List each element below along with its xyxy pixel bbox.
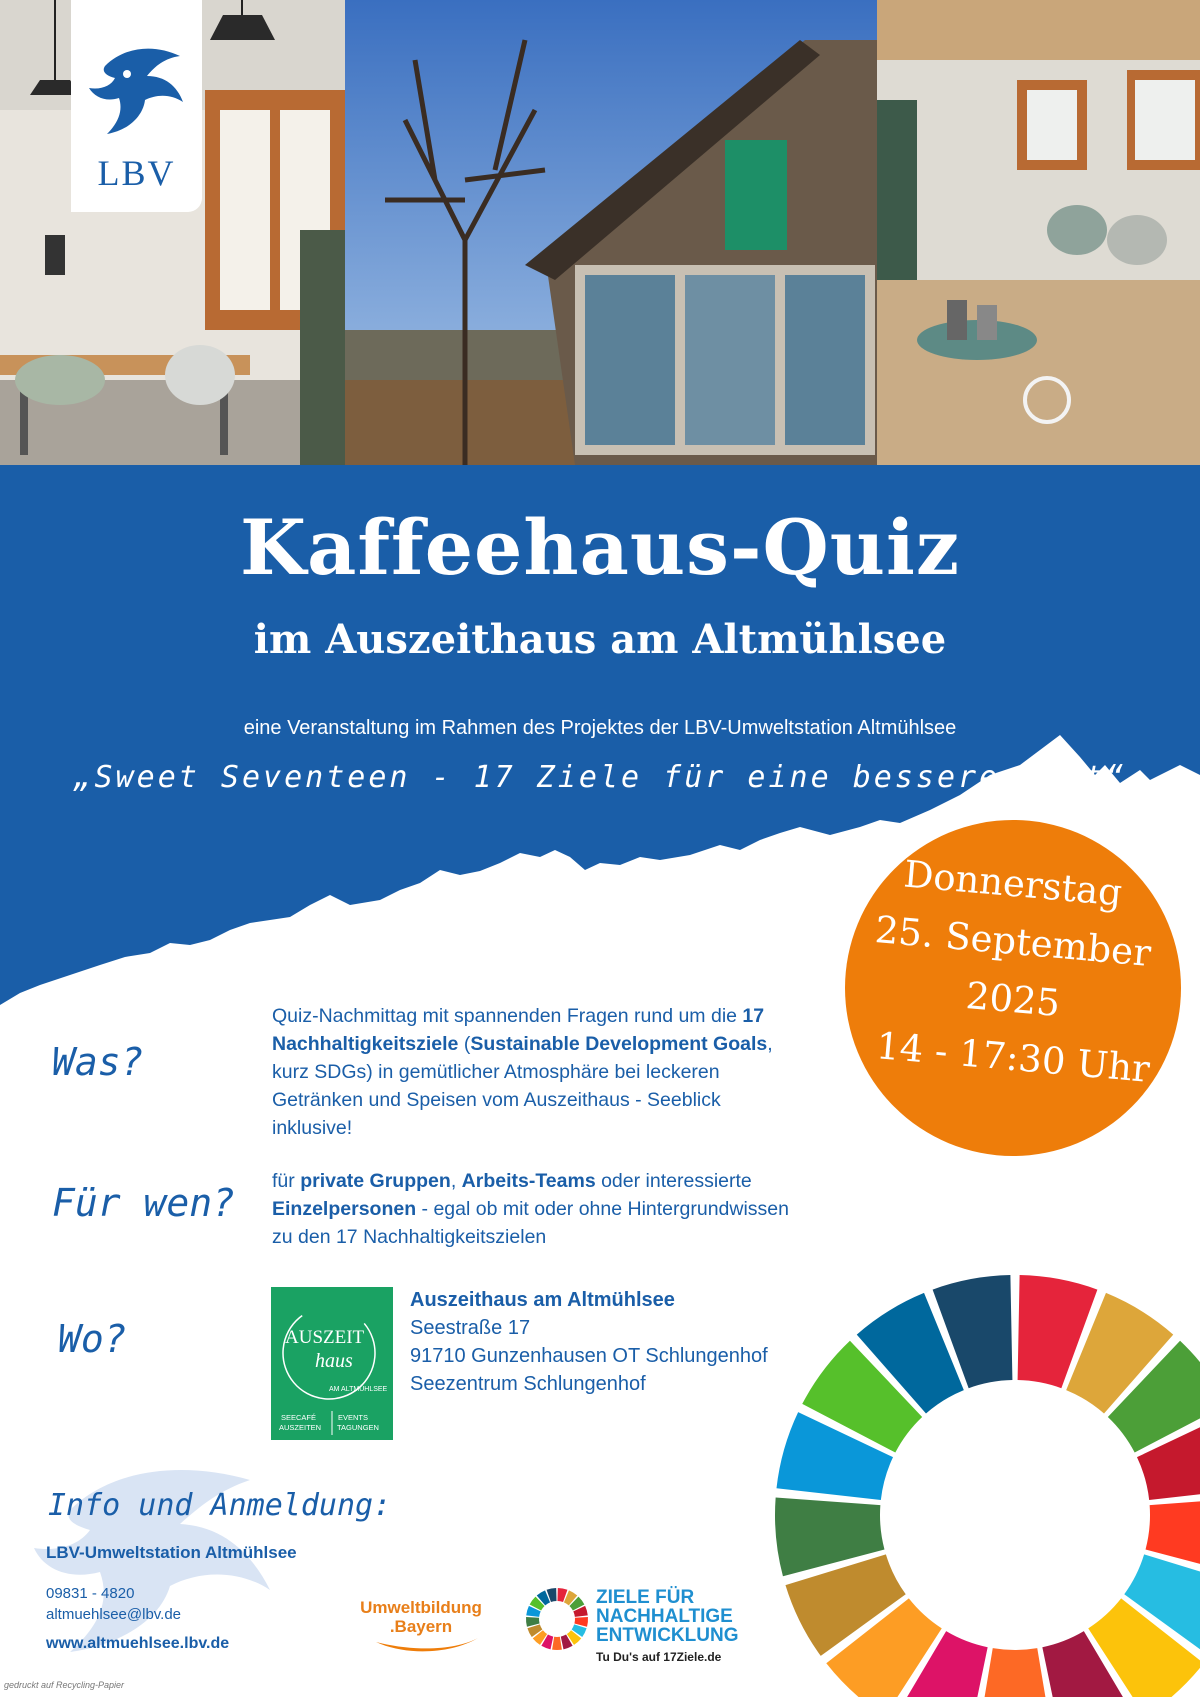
fuer-wen-bold-1: private Gruppen [300, 1170, 451, 1192]
venue-city: 91710 Gunzenhausen OT Schlungenhof [410, 1345, 768, 1367]
ziele-title-line2: NACHHALTIGE [596, 1606, 733, 1627]
project-quote: „Sweet Seventeen - 17 Ziele für eine bessere Welt“ [73, 760, 1127, 795]
date-weekday: Donnerstag [902, 852, 1124, 915]
fuer-wen-text-3: oder interessierte [595, 1170, 752, 1192]
umwelt-logo-line2: .Bayern [389, 1617, 453, 1636]
date-time: 14 - 17:30 Uhr [874, 1024, 1152, 1091]
was-text-2: ( [458, 1033, 471, 1055]
kingfisher-icon [85, 36, 189, 140]
venue-address [410, 1286, 768, 1398]
fuer-wen-bold-2: Arbeits-Teams [461, 1170, 596, 1192]
fuer-wen-label: Für wen? [52, 1181, 236, 1225]
umwelt-logo-line1: Umweltbildung [360, 1598, 482, 1617]
page-subtitle: im Auszeithaus am Altmühlsee [253, 616, 947, 663]
contact-block [46, 1543, 297, 1653]
was-bold-2: Sustainable Development Goals [470, 1033, 768, 1055]
printed-note: gedruckt auf Recycling-Papier [4, 1680, 125, 1690]
sdg-segment [975, 1648, 1054, 1697]
fuer-wen-text-4: - egal ob mit oder ohne Hintergrundwissen zu den 17 Nachhaltigkeitszielen [272, 1198, 789, 1248]
lbv-logo [71, 0, 202, 212]
auszeit-logo-word1: AUSZEIT [285, 1327, 365, 1348]
auszeit-logo-col2-line2: TAGUNGEN [337, 1423, 379, 1432]
photo-cafe-dining-room [877, 0, 1200, 465]
contact-website-link[interactable]: www.altmuehlsee.lbv.de [46, 1635, 230, 1652]
venue-area: Seezentrum Schlungenhof [410, 1373, 646, 1395]
swoosh-icon [356, 1636, 486, 1656]
date-badge [845, 820, 1181, 1156]
ziele-title-line3: ENTWICKLUNG [596, 1625, 739, 1646]
auszeit-logo-col1-line2: AUSZEITEN [279, 1423, 322, 1432]
date-year: 2025 [964, 973, 1062, 1026]
contact-phone: 09831 - 4820 [46, 1585, 135, 1602]
lbv-logo-text: LBV [97, 153, 176, 193]
page-title: Kaffeehaus-Quiz [240, 503, 960, 592]
ziele-fuer-nachhaltige-entwicklung-logo [524, 1586, 754, 1672]
fuer-wen-bold-3: Einzelpersonen [272, 1198, 417, 1220]
wo-label: Wo? [58, 1317, 127, 1361]
auszeit-logo-col2-line1: EVENTS [338, 1413, 369, 1422]
event-description: eine Veranstaltung im Rahmen des Projektes der LBV-Umweltstation Altmühlsee [243, 717, 957, 739]
auszeithaus-logo [271, 1287, 393, 1440]
venue-name: Auszeithaus am Altmühlsee [410, 1289, 675, 1311]
ziele-tagline: Tu Du's auf 17Ziele.de [596, 1650, 722, 1664]
contact-org: LBV-Umweltstation Altmühlsee [46, 1543, 297, 1562]
sdg-segment [552, 1637, 562, 1650]
fuer-wen-text-1: für [272, 1170, 301, 1192]
fuer-wen-description [272, 1167, 792, 1251]
was-text-3: , kurz SDGs) in gemütlicher Atmosphäre bei leckeren Getränken und Speisen vom Auszeithaus - Seeblick inklusive! [272, 1033, 773, 1139]
was-description [272, 1002, 792, 1142]
photo-auszeithaus-exterior [345, 0, 877, 465]
contact-email-link[interactable]: altmuehlsee@lbv.de [46, 1606, 182, 1623]
umweltbildung-bayern-logo [356, 1598, 486, 1661]
sdg-wheel-icon [770, 1270, 1200, 1697]
ziele-title-line1: ZIELE FÜR [596, 1587, 695, 1608]
fuer-wen-text-2: , [450, 1170, 462, 1192]
venue-street: Seestraße 17 [410, 1317, 531, 1339]
auszeit-logo-arc: AM ALTMÜHLSEE [329, 1386, 388, 1393]
auszeit-logo-col1-line1: SEECAFÉ [281, 1413, 317, 1422]
was-bold-1: 17 Nachhaltigkeitsziele [272, 1005, 765, 1055]
sdg-wheel-small-icon [524, 1586, 590, 1652]
date-day: 25. September [873, 908, 1153, 975]
auszeit-logo-word2: haus [315, 1350, 353, 1372]
info-label: Info und Anmeldung: [48, 1488, 392, 1523]
was-label: Was? [52, 1040, 144, 1084]
was-text-1: Quiz-Nachmittag mit spannenden Fragen rund um die [272, 1005, 737, 1027]
